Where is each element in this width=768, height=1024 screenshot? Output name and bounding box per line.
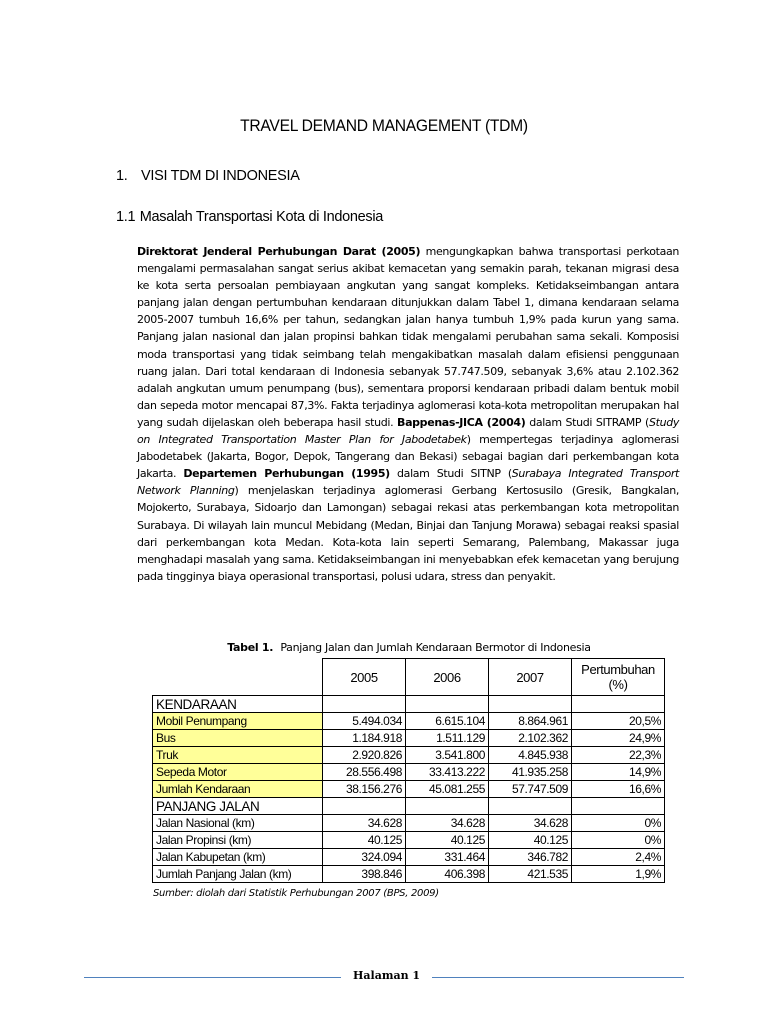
cell-2005: 28.556.498: [323, 764, 406, 781]
header-2006: 2006: [406, 659, 489, 696]
study-title-sitnp: Surabaya Integrated Transport Network Planning: [137, 467, 679, 498]
cell-2005: 324.094: [323, 849, 406, 866]
header-growth: Pertumbuhan (%): [572, 659, 665, 696]
citation-bappenas: Bappenas-JICA (2004): [397, 415, 526, 429]
cell-growth: 16,6%: [572, 781, 665, 798]
section-label-roads: PANJANG JALAN: [153, 798, 323, 815]
cell-2006: 6.615.104: [406, 713, 489, 730]
cell-growth: 1,9%: [572, 866, 665, 883]
cell-2007: 34.628: [489, 815, 572, 832]
subsection-number: 1.1: [116, 209, 136, 225]
cell-growth: 0%: [572, 815, 665, 832]
header-2005: 2005: [323, 659, 406, 696]
cell-2007: 8.864.961: [489, 713, 572, 730]
table-caption-text: Panjang Jalan dan Jumlah Kendaraan Bermotor di Indonesia: [280, 641, 591, 654]
cell-2005: 2.920.826: [323, 747, 406, 764]
table-source-note: Sumber: diolah dari Statistik Perhubungan 2007 (BPS, 2009): [153, 888, 439, 899]
table-row: [153, 713, 665, 730]
cell-2007: 4.845.938: [489, 747, 572, 764]
header-2007: 2007: [489, 659, 572, 696]
section-label-vehicles: KENDARAAN: [153, 696, 323, 713]
table-row: [153, 866, 665, 883]
paragraph-text: ) mempertegas terjadinya aglomerasi Jabodetabek (Jakarta, Bogor, Depok, Tangerang dan Bekasi) sebagai bagian dari perkembangan kota Jakarta.: [137, 433, 679, 481]
study-title-sitramp: Study on Integrated Transportation Master Plan for Jabodetabek: [137, 415, 679, 447]
vehicle-row-label: Jumlah Kendaraan: [153, 781, 323, 798]
table-caption: [0, 641, 768, 654]
cell-2006: 34.628: [406, 815, 489, 832]
table-caption-label: Tabel 1.: [227, 641, 274, 654]
cell-growth: 24,9%: [572, 730, 665, 747]
page-number: Halaman 1: [341, 969, 432, 982]
cell-2006: 40.125: [406, 832, 489, 849]
cell-2007: 421.535: [489, 866, 572, 883]
cell-2005: 38.156.276: [323, 781, 406, 798]
cell-2007: 41.935.258: [489, 764, 572, 781]
cell-2007: 57.747.509: [489, 781, 572, 798]
paragraph-text: ) menjelaskan terjadinya aglomerasi Gerbang Kertosusilo (Gresik, Bangkalan, Mojokerto, Surabaya, Sidoarjo dan Lamongan) sebagai rekasi atas perkembangan kota metropolitan Surabaya. Di wilayah lain muncul Mebidang (Medan, Binjai dan Tanjung Morawa) sebagai reaksi spasial dari perkembangan kota Medan. Kota-kota lain seperti Semarang, Palembang, Makassar juga menghadapi masalah yang sama. Ketidakseimbangan ini menyebabkan efek kemacetan yang berujung pada tingginya biaya operasional transportasi, polusi udara, stress dan penyakit.: [137, 484, 679, 583]
table-row: [153, 764, 665, 781]
cell-growth: 2,4%: [572, 849, 665, 866]
cell-2006: 45.081.255: [406, 781, 489, 798]
paragraph-text: dalam Studi SITNP (: [389, 467, 512, 481]
cell-growth: 20,5%: [572, 713, 665, 730]
cell-growth: 14,9%: [572, 764, 665, 781]
cell-2005: 40.125: [323, 832, 406, 849]
cell-2005: 398.846: [323, 866, 406, 883]
cell-2006: 1.511.129: [406, 730, 489, 747]
cell-2007: 346.782: [489, 849, 572, 866]
road-row-label: Jalan Propinsi (km): [153, 832, 323, 849]
cell-2006: 3.541.800: [406, 747, 489, 764]
cell-2007: 2.102.362: [489, 730, 572, 747]
section-row-roads: [153, 798, 665, 815]
cell-growth: 0%: [572, 832, 665, 849]
table-row: [153, 781, 665, 798]
citation-dephub: Departemen Perhubungan (1995): [183, 467, 390, 481]
table-row: [153, 832, 665, 849]
cell-growth: 22,3%: [572, 747, 665, 764]
cell-2006: 406.398: [406, 866, 489, 883]
road-row-label: Jalan Kabupetan (km): [153, 849, 323, 866]
road-row-label: Jumlah Panjang Jalan (km): [153, 866, 323, 883]
cell-2005: 1.184.918: [323, 730, 406, 747]
table-row: [153, 730, 665, 747]
vehicle-row-label: Sepeda Motor: [153, 764, 323, 781]
table-header-row: [153, 659, 665, 696]
cell-2006: 331.464: [406, 849, 489, 866]
section-row-vehicles: [153, 696, 665, 713]
cell-2006: 33.413.222: [406, 764, 489, 781]
section-heading-1: [116, 168, 300, 184]
table-corner: [153, 659, 323, 696]
section-number: 1.: [116, 168, 128, 184]
cell-2005: 5.494.034: [323, 713, 406, 730]
vehicle-row-label: Truk: [153, 747, 323, 764]
paragraph-text: mengungkapkan bahwa transportasi perkotaan mengalami permasalahan sangat serius akibat kemacetan yang semakin parah, tekanan migrasi desa ke kota serta persoalan pembiayaan angkutan yang sangat kompleks. Ketidakseimbangan antara panjang jalan dengan pertumbuhan kendaraan ditunjukkan dalam Tabel 1, dimana kendaraan selama 2005-2007 tumbuh 16,6% per tahun, sedangkan jalan hanya tumbuh 1,9% pada kurun yang sama. Panjang jalan nasional dan jalan propinsi bahkan tidak mengalami perubahan sama sekali. Komposisi moda transportasi yang tidak seimbang telah mengakibatkan masalah dalam efisiensi penggunaan ruang jalan. Dari total kendaraan di Indonesia sebanyak 57.747.509, sebanyak 3,6% atau 2.102.362 adalah angkutan umum penumpang (bus), sementara proporsi kendaraan pribadi dalam bentuk mobil dan sepeda motor mencapai 87,3%. Fakta terjadinya aglomerasi kota-kota metropolitan merupakan hal yang sudah dijelaskan oleh beberapa hasil studi.: [137, 245, 679, 429]
vehicle-row-label: Mobil Penumpang: [153, 713, 323, 730]
cell-2007: 40.125: [489, 832, 572, 849]
body-paragraph: [137, 243, 679, 585]
paragraph-text: dalam Studi SITRAMP (: [525, 415, 649, 429]
citation-ditjen: Direktorat Jenderal Perhubungan Darat (2005): [137, 245, 421, 258]
road-row-label: Jalan Nasional (km): [153, 815, 323, 832]
table-row: [153, 815, 665, 832]
section-title: VISI TDM DI INDONESIA: [141, 168, 300, 184]
table-row: [153, 849, 665, 866]
table-row: [153, 747, 665, 764]
page-title: TRAVEL DEMAND MANAGEMENT (TDM): [240, 116, 528, 135]
data-table: [152, 658, 665, 883]
cell-2005: 34.628: [323, 815, 406, 832]
subsection-heading-1-1: [116, 209, 383, 225]
subsection-title: Masalah Transportasi Kota di Indonesia: [139, 209, 384, 225]
vehicle-row-label: Bus: [153, 730, 323, 747]
